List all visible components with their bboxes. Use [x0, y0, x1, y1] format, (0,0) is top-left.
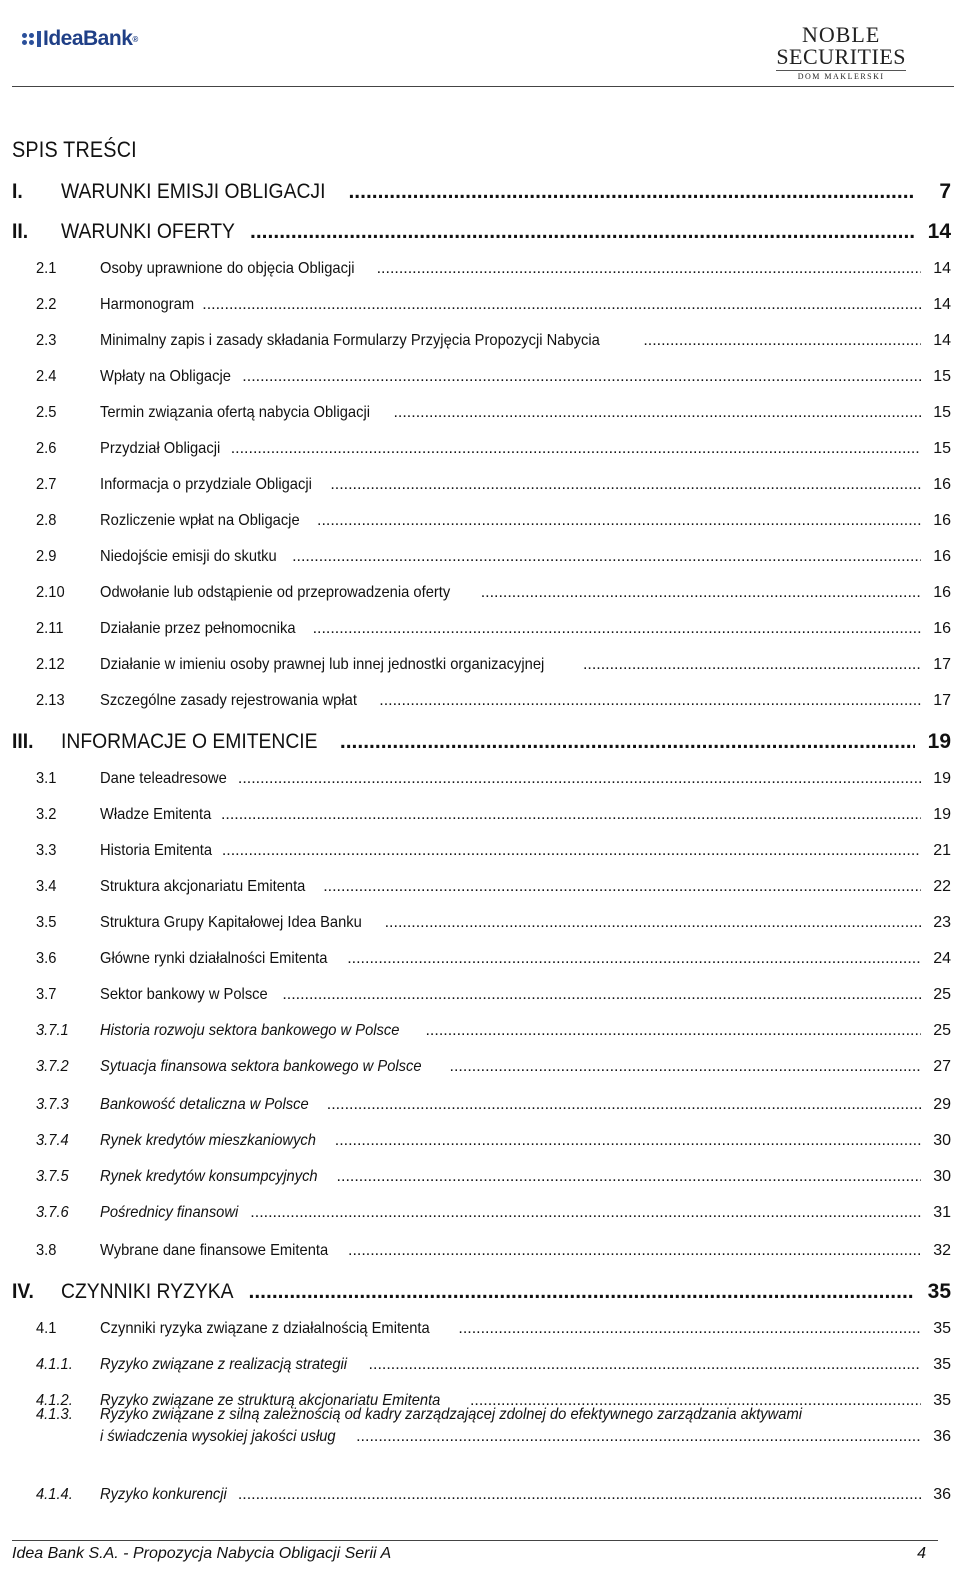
toc-entry-number: 2.10 — [36, 584, 65, 601]
toc-entry[interactable] — [0, 690, 960, 710]
toc-entry-number: 3.8 — [36, 1242, 57, 1259]
toc-entry[interactable] — [0, 402, 960, 422]
toc-entry[interactable] — [0, 366, 960, 386]
toc-entry-label: INFORMACJE O EMITENCIE ..... — [61, 730, 915, 754]
noble-logo-line3: DOM MAKLERSKI — [776, 70, 906, 81]
toc-title: SPIS TREŚCI — [12, 137, 137, 162]
footer-document-title: Idea Bank S.A. - Propozycja Nabycia Obligacji Serii A — [12, 1545, 392, 1562]
toc-entry[interactable] — [0, 1202, 960, 1222]
noble-securities-logo — [776, 24, 906, 81]
toc-entry-label: Struktura Grupy Kapitałowej Idea Banku ..... — [100, 914, 921, 932]
toc-entry-label: Ryzyko związane z realizacją strategii ..... — [100, 1356, 921, 1374]
toc-entry-page: 30 — [933, 1168, 951, 1185]
toc-entry-label: Informacja o przydziale Obligacji ..... — [100, 476, 921, 494]
toc-entry-label: Harmonogram ..... — [100, 296, 921, 314]
toc-entry-page: 14 — [933, 260, 951, 277]
toc-entry[interactable] — [0, 178, 960, 204]
toc-entry-page: 17 — [933, 656, 951, 673]
toc-entry-label: Historia Emitenta ..... — [100, 842, 921, 860]
toc-entry-label: Historia rozwoju sektora bankowego w Polsce ..... — [100, 1022, 921, 1040]
toc-entry-number: 2.11 — [36, 620, 64, 637]
noble-logo-line1: NOBLE — [801, 22, 881, 47]
toc-entry-number: 3.7.2 — [36, 1058, 69, 1075]
toc-entry-number: 2.7 — [36, 476, 57, 493]
idea-bank-logo-text: IdeaBank® — [43, 27, 138, 50]
toc-entry-label: Pośrednicy finansowi ..... — [100, 1204, 921, 1222]
toc-entry-page: 22 — [933, 878, 951, 895]
toc-entry-page: 15 — [933, 368, 951, 385]
toc-entry-label: Niedojście emisji do skutku ..... — [100, 548, 921, 566]
toc-entry[interactable] — [0, 948, 960, 968]
toc-entry-page: 35 — [933, 1356, 951, 1373]
page-header — [0, 0, 960, 95]
noble-logo-line2: SECURITIES — [776, 44, 906, 69]
logo-bar-icon — [37, 31, 41, 47]
toc-entry[interactable] — [0, 1094, 960, 1114]
header-divider — [12, 86, 954, 87]
toc-entry[interactable] — [0, 984, 960, 1004]
toc-entry-label: Wpłaty na Obligacje ..... — [100, 368, 921, 386]
toc-entry-number: 3.6 — [36, 950, 57, 967]
toc-entry-page: 19 — [933, 770, 951, 787]
toc-entry-label: Działanie w imieniu osoby prawnej lub innej jednostki organizacyjnej ..... — [100, 656, 921, 674]
toc-entry-number: 2.9 — [36, 548, 57, 565]
toc-entry[interactable] — [0, 618, 960, 638]
toc-entry[interactable] — [0, 474, 960, 494]
toc-entry-number: 2.3 — [36, 332, 57, 349]
toc-entry-number: II. — [12, 220, 29, 243]
toc-entry-page: 14 — [927, 220, 951, 243]
toc-entry-page: 24 — [933, 950, 951, 967]
toc-entry-number: III. — [12, 730, 34, 753]
toc-entry-page: 16 — [933, 548, 951, 565]
toc-entry-page: 35 — [933, 1320, 951, 1337]
toc-entry-label: Dane teleadresowe ..... — [100, 770, 921, 788]
toc-entry-page: 36 — [933, 1486, 951, 1503]
toc-entry-number: 4.1.2. — [36, 1392, 73, 1409]
toc-entry[interactable] — [0, 258, 960, 278]
toc-entry-label: Rynek kredytów konsumpcyjnych ..... — [100, 1168, 921, 1186]
toc-entry-label: Wybrane dane finansowe Emitenta ..... — [100, 1242, 921, 1260]
toc-entry[interactable] — [0, 1278, 960, 1304]
toc-entry-number: 2.1 — [36, 260, 57, 277]
toc-entry-number: 3.7.1 — [36, 1022, 69, 1039]
toc-entry-label: Działanie przez pełnomocnika ..... — [100, 620, 921, 638]
footer-divider — [12, 1540, 938, 1541]
toc-entry-label: Bankowość detaliczna w Polsce ..... — [100, 1096, 921, 1114]
toc-entry-page: 35 — [927, 1280, 951, 1303]
toc-entry[interactable] — [0, 330, 960, 350]
toc-entry-number: I. — [12, 180, 23, 203]
toc-entry[interactable] — [0, 1484, 960, 1504]
toc-entry-page: 7 — [939, 180, 951, 203]
toc-entry[interactable] — [0, 1354, 960, 1374]
toc-entry[interactable] — [0, 654, 960, 674]
toc-entry-page: 27 — [933, 1058, 951, 1075]
toc-entry-number: 2.8 — [36, 512, 57, 529]
toc-entry[interactable] — [0, 840, 960, 860]
toc-entry-number: 3.5 — [36, 914, 57, 931]
toc-entry-number: 3.7.4 — [36, 1132, 69, 1149]
toc-entry-number: 2.5 — [36, 404, 57, 421]
toc-entry[interactable] — [0, 1406, 960, 1446]
toc-entry[interactable] — [0, 1240, 960, 1260]
toc-entry-number: 3.2 — [36, 806, 57, 823]
toc-entry[interactable] — [0, 1020, 960, 1040]
toc-entry[interactable] — [0, 804, 960, 824]
toc-entry-label: Rozliczenie wpłat na Obligacje ..... — [100, 512, 921, 530]
toc-entry-label: Władze Emitenta ..... — [100, 806, 921, 824]
toc-entry-number: 3.7.5 — [36, 1168, 69, 1185]
toc-entry[interactable] — [0, 510, 960, 530]
toc-entry-label: Przydział Obligacji ..... — [100, 440, 921, 458]
toc-entry-label: Struktura akcjonariatu Emitenta ..... — [100, 878, 921, 896]
toc-entry-label: Sytuacja finansowa sektora bankowego w Polsce ..... — [100, 1058, 921, 1076]
toc-entry-label: Rynek kredytów mieszkaniowych ..... — [100, 1132, 921, 1150]
toc-entry-label: Główne rynki działalności Emitenta ..... — [100, 950, 921, 968]
toc-entry-page: 16 — [933, 584, 951, 601]
toc-entry-page: 25 — [933, 986, 951, 1003]
toc-entry[interactable] — [0, 1166, 960, 1186]
toc-entry[interactable] — [0, 1318, 960, 1338]
toc-entry-page: 23 — [933, 914, 951, 931]
toc-entry-number: 3.1 — [36, 770, 57, 787]
toc-entry-page: 16 — [933, 620, 951, 637]
toc-entry[interactable] — [0, 768, 960, 788]
toc-entry-page: 15 — [933, 440, 951, 457]
toc-entry-label: Ryzyko związane z silną zależnością od kadry zarządzającej zdolnej do efektywnego zarządzania aktywami — [100, 1406, 803, 1423]
toc-entry-number: 2.13 — [36, 692, 65, 709]
toc-entry[interactable] — [0, 582, 960, 602]
toc-entry-page: 30 — [933, 1132, 951, 1149]
idea-bank-logo — [22, 26, 138, 52]
toc-entry-number: 3.3 — [36, 842, 57, 859]
toc-entry-label: Szczególne zasady rejestrowania wpłat ..... — [100, 692, 921, 710]
toc-entry-number: 4.1.4. — [36, 1486, 73, 1503]
toc-entry[interactable] — [0, 438, 960, 458]
toc-entry-page: 35 — [933, 1392, 951, 1409]
toc-entry-page: 29 — [933, 1096, 951, 1113]
toc-entry-number: 2.12 — [36, 656, 65, 673]
toc-entry-page: 16 — [933, 512, 951, 529]
toc-entry-label: Ryzyko konkurencji ..... — [100, 1486, 921, 1504]
toc-entry-number: 3.7 — [36, 986, 57, 1003]
toc-entry-page: 32 — [933, 1242, 951, 1259]
toc-entry-label: Sektor bankowy w Polsce ..... — [100, 986, 921, 1004]
toc-entry-number: 3.7.6 — [36, 1204, 69, 1221]
toc-entry-label: Osoby uprawnione do objęcia Obligacji ..... — [100, 260, 921, 278]
toc-entry-page: 17 — [933, 692, 951, 709]
toc-entry-page: 16 — [933, 476, 951, 493]
toc-entry-page: 14 — [933, 332, 951, 349]
toc-entry-number: 4.1.1. — [36, 1356, 73, 1373]
toc-entry-page: 19 — [933, 806, 951, 823]
toc-entry[interactable] — [0, 218, 960, 244]
toc-entry-label: Ryzyko związane ze strukturą akcjonariatu Emitenta ..... — [100, 1392, 921, 1410]
toc-entry-label: Odwołanie lub odstąpienie od przeprowadzenia oferty ..... — [100, 584, 921, 602]
toc-entry-page: 14 — [933, 296, 951, 313]
toc-entry-number: 3.7.3 — [36, 1096, 69, 1113]
toc-entry-page: 36 — [933, 1428, 951, 1445]
logo-dots-icon — [22, 33, 34, 45]
toc-entry-number: IV. — [12, 1280, 34, 1303]
toc-entry-number: 4.1.3. — [36, 1406, 73, 1423]
toc-entry-page: 19 — [927, 730, 951, 753]
toc-entry-page: 15 — [933, 404, 951, 421]
toc-entry-page: 31 — [933, 1204, 951, 1221]
toc-entry[interactable] — [0, 294, 960, 314]
toc-entry-label: WARUNKI OFERTY ..... — [61, 220, 915, 244]
toc-entry-number: 2.6 — [36, 440, 57, 457]
toc-entry-page: 25 — [933, 1022, 951, 1039]
toc-entry-number: 2.2 — [36, 296, 57, 313]
toc-entry-label: WARUNKI EMISJI OBLIGACJI ..... — [61, 180, 915, 204]
toc-entry[interactable] — [0, 728, 960, 754]
toc-entry[interactable] — [0, 876, 960, 896]
toc-entry-label: Termin związania ofertą nabycia Obligacji ..... — [100, 404, 921, 422]
toc-entry-label-continued: i świadczenia wysokiej jakości usług ..... — [100, 1428, 921, 1446]
toc-entry[interactable] — [0, 912, 960, 932]
toc-entry-number: 2.4 — [36, 368, 57, 385]
toc-entry-page: 21 — [933, 842, 951, 859]
toc-entry-label: CZYNNIKI RYZYKA ..... — [61, 1280, 915, 1304]
toc-entry-label: Czynniki ryzyka związane z działalnością Emitenta ..... — [100, 1320, 921, 1338]
toc-entry[interactable] — [0, 1056, 960, 1076]
toc-entry-number: 4.1 — [36, 1320, 57, 1337]
toc-entry[interactable] — [0, 1130, 960, 1150]
toc-entry-label: Minimalny zapis i zasady składania Formularzy Przyjęcia Propozycji Nabycia ..... — [100, 332, 921, 350]
toc-entry[interactable] — [0, 546, 960, 566]
toc-entry-number: 3.4 — [36, 878, 57, 895]
footer-page-number: 4 — [917, 1545, 926, 1562]
